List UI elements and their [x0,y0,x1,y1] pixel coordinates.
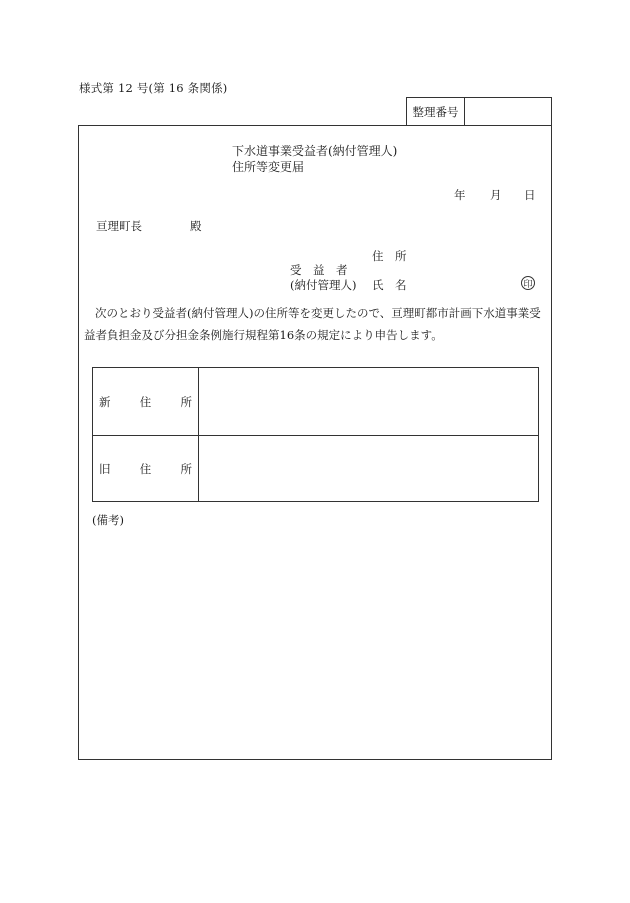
name-label: 氏 名 [372,278,407,292]
date-month: 月 [490,188,502,202]
form-title: 下水道事業受益者(納付管理人)住所等変更届 [232,144,398,174]
header-char: 新 [99,394,111,409]
form-number-label: 様式第 12 号(第 16 条関係) [79,81,228,95]
seal-mark: 印 [521,276,535,290]
reference-number-label: 整理番号 [407,98,465,125]
reference-number-box [406,97,552,125]
header-char: 所 [180,394,192,409]
address-table [92,367,539,502]
header-char: 住 [139,394,152,409]
address-label: 住 所 [372,249,407,263]
date-year: 年 [454,188,466,202]
addressee: 亘理町長 [96,219,142,233]
table-row [93,435,538,502]
old-address-field[interactable] [199,435,538,502]
payment-manager-label: (納付管理人) [290,278,357,292]
header-char: 所 [180,461,192,476]
reference-number-field[interactable] [465,98,551,125]
old-address-header [93,435,199,502]
declaration-text: 次のとおり受益者(納付管理人)の住所等を変更したので、亘理町都市計画下水道事業受益者負担金及び分担金条例施行規程第16条の規定により申告します。 [84,306,541,342]
honorific: 殿 [190,219,202,233]
beneficiary-label: 受 益 者 [290,263,348,277]
table-row [93,368,538,436]
new-address-header [93,368,199,435]
new-address-field[interactable] [199,368,538,435]
remarks-label: (備考) [92,513,124,527]
header-char: 住 [139,461,152,476]
date-day: 日 [524,188,536,202]
header-char: 旧 [99,461,111,476]
